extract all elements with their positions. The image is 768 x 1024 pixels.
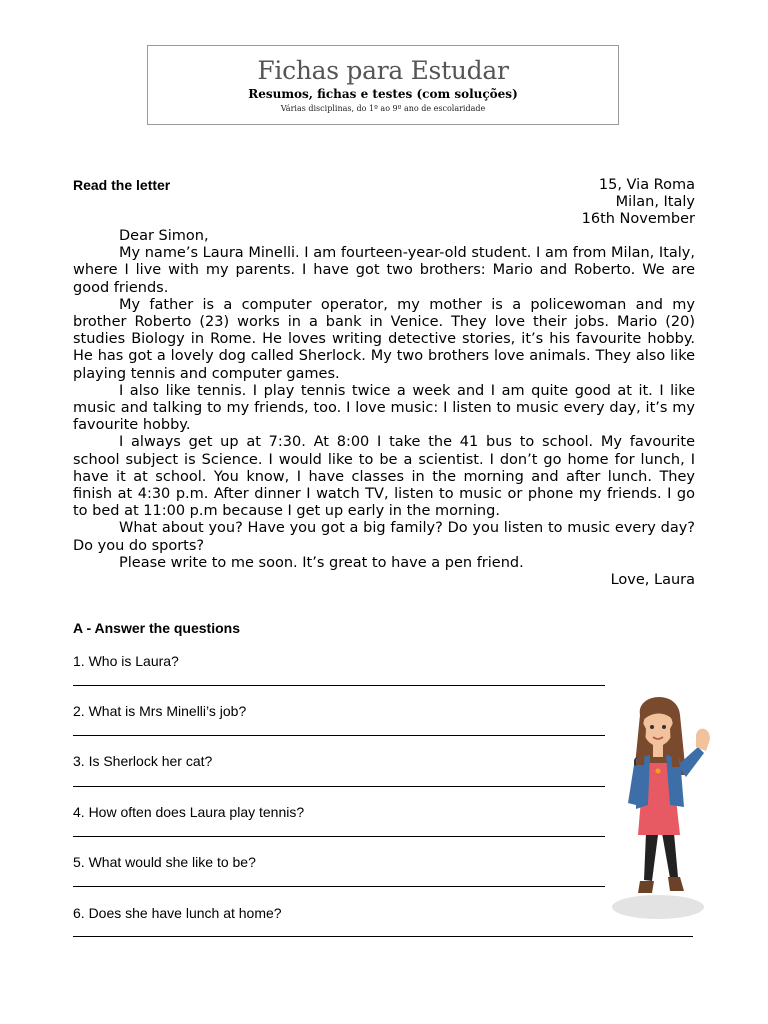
letter-signoff: Love, Laura xyxy=(610,572,695,589)
question-6: 6. Does she have lunch at home? xyxy=(73,905,282,921)
question-2: 2. What is Mrs Minelli’s job? xyxy=(73,703,247,719)
answer-line-4[interactable] xyxy=(73,836,605,837)
answer-line-3[interactable] xyxy=(73,786,605,787)
header-small-text: Várias disciplinas, do 1º ao 9º ano de escolaridade xyxy=(280,104,486,113)
header-box xyxy=(147,45,619,125)
girl-waving-illustration xyxy=(606,685,718,925)
letter-paragraph: I always get up at 7:30. At 8:00 I take the 41 bus to school. My favourite school subject is Science. I would like to be a scientist. I don’t go home for lunch, I have it at school. You know, I have classes in the morning and after lunch. They finish at 4:30 p.m. After dinner I watch TV, listen to music or phone my friends. I go to bed at 11:00 p.m because I get up early in the morning. xyxy=(73,434,695,520)
question-3: 3. Is Sherlock her cat? xyxy=(73,753,213,769)
answer-line-2[interactable] xyxy=(73,735,605,736)
address-line-date: 16th November xyxy=(581,211,695,227)
letter-paragraph: Please write to me soon. It’s great to have a pen friend. xyxy=(119,554,524,571)
letter-paragraph: What about you? Have you got a big family? Do you listen to music every day? Do you do sports? xyxy=(73,520,695,554)
letter-paragraph: My father is a computer operator, my mother is a policewoman and my brother Roberto (23) works in a bank in Venice. They love their jobs. Mario (20) studies Biology in Rome. He loves writing detective stories, it’s his favourite hobby. He has got a lovely dog called Sherlock. My two brothers love animals. They also like playing tennis and computer games. xyxy=(73,296,695,382)
question-4: 4. How often does Laura play tennis? xyxy=(73,804,305,820)
letter-paragraph: I also like tennis. I play tennis twice a week and I am quite good at it. I like music and talking to my friends, too. I love music: I listen to music every day, it’s my favourite hobby. xyxy=(73,382,695,434)
letter-paragraph: My name’s Laura Minelli. I am fourteen-year-old student. I am from Milan, Italy, where I live with my parents. I have got two brothers: Mario and Roberto. We are good friends. xyxy=(73,245,695,296)
question-1: 1. Who is Laura? xyxy=(73,653,179,669)
section-a-heading: A - Answer the questions xyxy=(73,620,240,636)
answer-line-6[interactable] xyxy=(73,936,693,937)
address-line-street: 15, Via Roma xyxy=(598,177,695,193)
answer-line-1[interactable] xyxy=(73,685,605,686)
question-5: 5. What would she like to be? xyxy=(73,854,256,870)
read-heading: Read the letter xyxy=(73,177,171,193)
answer-line-5[interactable] xyxy=(73,886,605,887)
letter-body xyxy=(73,228,695,589)
header-title: Fichas para Estudar xyxy=(257,56,509,85)
address-line-city: Milan, Italy xyxy=(615,194,695,210)
letter-greeting: Dear Simon, xyxy=(119,228,209,244)
address xyxy=(582,177,695,228)
header-subtitle: Resumos, fichas e testes (com soluções) xyxy=(248,87,518,101)
